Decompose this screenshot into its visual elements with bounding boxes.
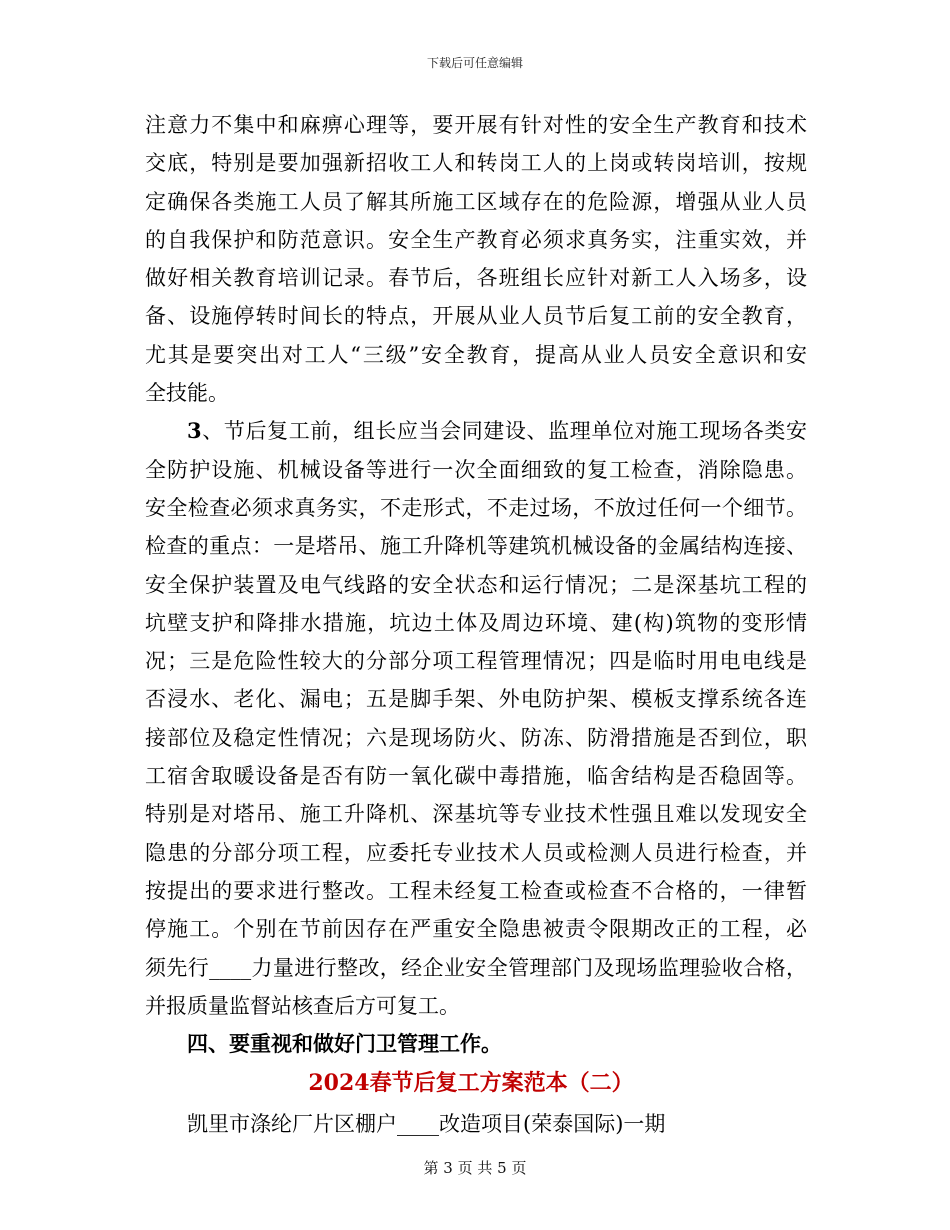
- section-heading-4: 四、要重视和做好门卫管理工作。: [187, 1031, 502, 1057]
- paragraph-line: 须先行____力量进行整改，经企业安全管理部门及现场监理验收合格，: [145, 955, 807, 980]
- paragraph-line: 否浸水、老化、漏电；五是脚手架、外电防护架、模板支撑系统各连: [145, 687, 807, 712]
- list-number: 3: [187, 418, 202, 444]
- document-body: [145, 106, 807, 1144]
- paragraph-line: 全技能。: [145, 381, 229, 406]
- paragraph-line: 检查的重点：一是塔吊、施工升降机等建筑机械设备的金属结构连接、: [145, 534, 807, 559]
- paragraph-education: [145, 106, 807, 412]
- paragraph-line: 按提出的要求进行整改。工程未经复工检查或检查不合格的，一律暂: [145, 878, 807, 903]
- paragraph-line: 做好相关教育培训记录。春节后，各班组长应针对新工人入场多，设: [145, 266, 807, 291]
- page-footer: 第 3 页 共 5 页: [423, 1159, 527, 1177]
- paragraph-line: 交底，特别是要加强新招收工人和转岗工人的上岗或转岗培训，按规: [145, 151, 807, 176]
- paragraph-line: 停施工。个别在节前因存在严重安全隐患被责令限期改正的工程，必: [145, 917, 807, 942]
- paragraph-line: 定确保各类施工人员了解其所施工区域存在的危险源，增强从业人员: [145, 189, 807, 214]
- paragraph-line: 全防护设施、机械设备等进行一次全面细致的复工检查，消除隐患。: [145, 457, 807, 482]
- paragraph-line: 接部位及稳定性情况；六是现场防火、防冻、防滑措施是否到位，职: [145, 725, 807, 750]
- paragraph-line: 注意力不集中和麻痹心理等，要开展有针对性的安全生产教育和技术: [145, 113, 807, 137]
- paragraph-line: 备、设施停转时间长的特点，开展从业人员节后复工前的安全教育，: [145, 304, 807, 329]
- paragraph-line: 隐患的分部分项工程，应委托专业技术人员或检测人员进行检查，并: [145, 840, 807, 865]
- paragraph-line: 安全检查必须求真务实，不走形式，不走过场，不放过任何一个细节。: [145, 495, 807, 520]
- line-text: 、节后复工前，组长应当会同建设、监理单位对施工现场各类安: [201, 419, 807, 444]
- paragraph-line: 并报质量监督站核查后方可复工。: [145, 993, 460, 1018]
- project-line: 凯里市涤纶厂片区棚户____改造项目(荣泰国际)一期: [187, 1112, 666, 1137]
- paragraph-line: 的自我保护和防范意识。安全生产教育必须求真务实，注重实效，并: [145, 227, 807, 252]
- paragraph-inspection: [145, 412, 807, 1025]
- paragraph-line: 坑壁支护和降排水措施，坑边土体及周边环境、建(构)筑物的变形情: [145, 610, 807, 635]
- page-header: 下载后可任意编辑: [426, 56, 523, 70]
- paragraph-line: [145, 412, 807, 450]
- paragraph-line: 安全保护装置及电气线路的安全状态和运行情况；二是深基坑工程的: [145, 572, 807, 597]
- paragraph-line: 工宿舍取暖设备是否有防一氧化碳中毒措施，临舍结构是否稳固等。: [145, 764, 807, 789]
- paragraph-line: 尤其是要突出对工人“三级”安全教育，提高从业人员安全意识和安: [145, 342, 807, 367]
- paragraph-line: 况；三是危险性较大的分部分项工程管理情况；四是临时用电电线是: [145, 649, 807, 674]
- paragraph-line: 特别是对塔吊、施工升降机、深基坑等专业技术性强且难以发现安全: [145, 802, 807, 827]
- document-subtitle: 2024春节后复工方案范本（二）: [308, 1070, 634, 1097]
